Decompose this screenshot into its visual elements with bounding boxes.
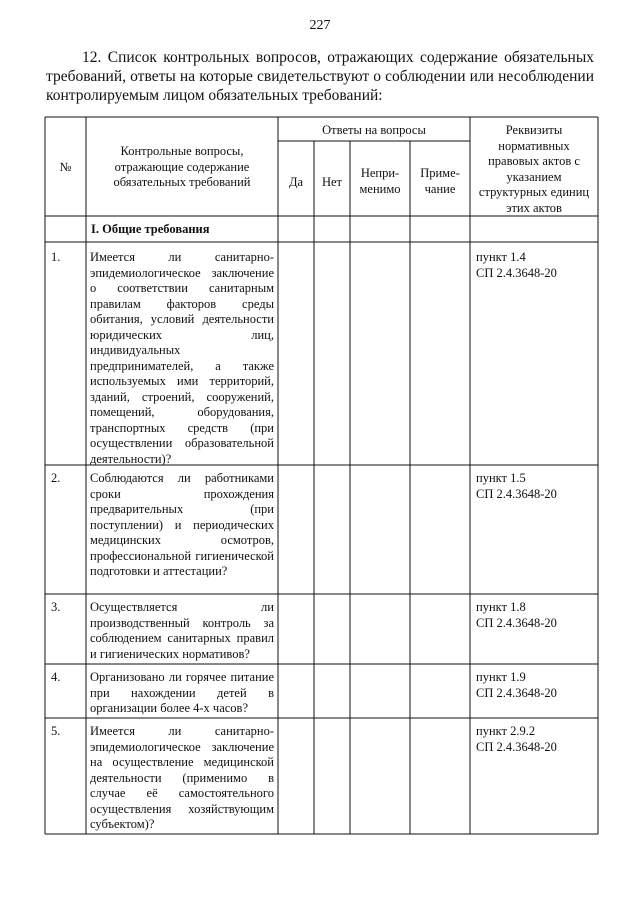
row-number: 3. <box>51 600 61 614</box>
row-question: Соблюдаются ли работниками сроки прохождения предварительных (при поступлении) и периодических медицинских осмотров, профессиональной гигиенической подготовки и аттестации? <box>90 471 274 578</box>
row-number: 4. <box>51 670 61 684</box>
header-requisites: Реквизиты нормативных правовых актов с указанием структурных единиц этих актов <box>478 123 590 215</box>
row-requisite: пункт 1.4 СП 2.4.3648-20 <box>476 250 557 280</box>
list-heading: 12. Список контрольных вопросов, отражающих содержание обязательных требований, ответы на которые свидетельствуют о соблюдении или несоблюдении контролируемым лицом обязательных требований: <box>46 49 594 104</box>
row-question: Имеется ли санитарно-эпидемиологическое заключение на осуществление медицинской деятельности (применимо в случае её самостоятельного осуществления хозяйствующим субъектом)? <box>90 724 274 831</box>
header-not-applicable: Непри- менимо <box>359 166 401 196</box>
row-requisite: пункт 1.5 СП 2.4.3648-20 <box>476 471 557 501</box>
row-requisite: пункт 1.8 СП 2.4.3648-20 <box>476 600 557 630</box>
row-number: 2. <box>51 471 61 485</box>
header-answers: Ответы на вопросы <box>322 123 426 137</box>
header-questions: Контрольные вопросы, отражающие содержание обязательных требований <box>113 144 251 189</box>
page-number: 227 <box>309 18 331 33</box>
header-number: № <box>59 160 72 174</box>
row-question: Осуществляется ли производственный контроль за соблюдением санитарных правил и гигиенических нормативов? <box>90 600 274 661</box>
section-title: I. Общие требования <box>91 222 210 236</box>
row-number: 5. <box>51 724 61 738</box>
row-requisite: пункт 2.9.2 СП 2.4.3648-20 <box>476 724 557 754</box>
row-number: 1. <box>51 250 61 264</box>
row-question: Имеется ли санитарно-эпидемиологическое заключение о соответствии санитарным правилам факторов среды обитания, условий деятельности юридических лиц, индивидуальных предпринимателей, а также используемых ими территорий, зданий, строений, сооружений, помещений, оборудования, транспортных средств (при осуществлении образовательной деятельности)? <box>90 250 274 466</box>
header-yes: Да <box>288 175 304 189</box>
row-question: Организовано ли горячее питание при нахождении детей в организации более 4-х часов? <box>90 670 274 715</box>
header-note: Приме- чание <box>420 166 460 196</box>
header-no: Нет <box>321 175 343 189</box>
row-requisite: пункт 1.9 СП 2.4.3648-20 <box>476 670 557 700</box>
